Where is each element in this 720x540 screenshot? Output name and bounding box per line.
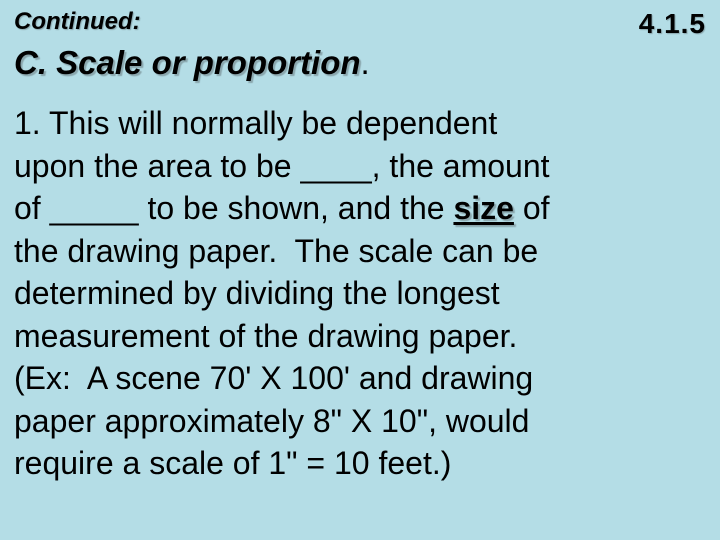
body-line-3-end: of	[513, 190, 550, 226]
body-line-7: (Ex: A scene 70' X 100' and drawing	[14, 360, 534, 396]
body-line-2: upon the area to be ____, the amount	[14, 147, 550, 184]
section-title-period: .	[360, 44, 370, 81]
body-line-9: require a scale of 1" = 10 feet.)	[14, 445, 452, 481]
section-letter: C.	[14, 44, 47, 81]
continued-label: Continued:	[14, 8, 141, 35]
body-line-6: measurement of the drawing paper.	[14, 317, 518, 354]
section-heading	[14, 44, 370, 82]
slide-number: 4.1.5	[638, 8, 706, 39]
body-line-5: determined by dividing the longest	[14, 275, 500, 311]
body-line-4: the drawing paper. The scale can be	[14, 232, 539, 269]
body-line-8: paper approximately 8" X 10", would	[14, 402, 530, 439]
body-line-1: 1. This will normally be dependent	[14, 105, 498, 141]
section-title: Scale or proportion	[56, 44, 361, 81]
body-paragraph	[14, 102, 714, 485]
emphasized-size-word: size	[453, 190, 514, 226]
body-line-3	[14, 187, 714, 230]
body-line-3-start: of _____ to be shown, and the	[14, 190, 454, 226]
